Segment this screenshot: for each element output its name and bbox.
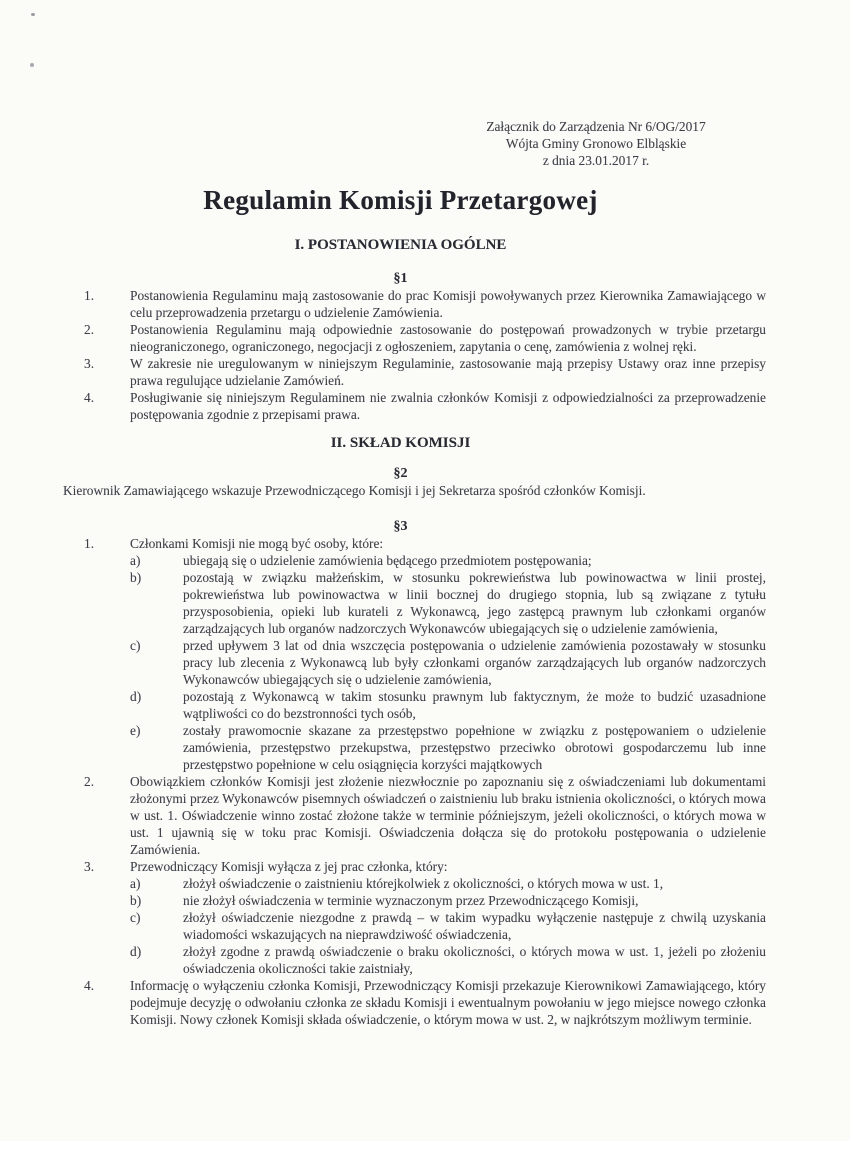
subitem-text: nie złożył oświadczenia w terminie wyznaczonym przez Przewodniczącego Komisji, xyxy=(183,893,639,908)
item-text: Postanowienia Regulaminu mają odpowiednie zastosowanie do postępowań prowadzonych w trybie przetargu nieograniczonego, ograniczonego, negocjacji z ogłoszeniem, zapytania o cenę, zamówienia z wolnej ręki. xyxy=(130,322,766,354)
sub-list-item xyxy=(130,688,766,722)
item-text: W zakresie nie uregulowanym w niniejszym Regulaminie, zastosowanie mają przepisy Ustawy oraz inne przepisy prawa regulujące udzielanie Zamówień. xyxy=(130,356,766,388)
sub-list-item xyxy=(130,722,766,773)
paragraph-2-mark: §2 xyxy=(393,466,408,481)
paragraph-1-list xyxy=(63,287,766,423)
item-text: Obowiązkiem członków Komisji jest złożenie niezwłocznie po zapoznaniu się z oświadczeniami lub dokumentami złożonymi przez Wykonawców pisemnych oświadczeń o zaistnieniu lub braku istnienia okoliczności, o których mowa w ust. 1. Oświadczenie winno zostać złożone także w terminie późniejszym, jeżeli okoliczności, o których mowa w ust. 1 ujawnią się w toku prac Komisji. Oświadczenia dołącza się do protokołu postępowania o udzielenie Zamówienia. xyxy=(130,774,766,857)
item-number: 2. xyxy=(84,774,95,789)
item-number: 2. xyxy=(84,322,95,337)
chapter-2-heading: II. SKŁAD KOMISJI xyxy=(330,435,471,451)
sub-list-item xyxy=(130,875,766,892)
document-title: Regulamin Komisji Przetargowej xyxy=(203,185,598,215)
item-number: 3. xyxy=(84,859,95,874)
attachment-header-line-2: Wójta Gminy Gronowo Elbląskie xyxy=(505,136,687,151)
attachment-header-line-3: z dnia 23.01.2017 r. xyxy=(542,153,650,168)
subitem-letter: b) xyxy=(130,570,142,585)
list-item xyxy=(63,535,766,773)
subitem-text: pozostają w związku małżeńskim, w stosunku pokrewieństwa lub powinowactwa w linii prostej, pokrewieństwa lub powinowactwa w linii bocznej do drugiego stopnia, lub są związane z tytułu przysposobienia, opieki lub kurateli z Wykonawcą, jego zastępcą prawnym lub członkami organów zarządzających lub organów nadzorczych Wykonawców ubiegających się o udzielenie zamówienia, xyxy=(183,570,766,636)
list-item xyxy=(63,355,766,389)
list-item xyxy=(63,321,766,355)
paragraph-1-mark: §1 xyxy=(393,271,408,286)
list-item xyxy=(63,858,766,977)
subitem-text: złożył zgodne z prawdą oświadczenie o braku okoliczności, o których mowa w ust. 1, jeżeli po złożeniu oświadczenia okoliczności takie zaistniały, xyxy=(183,944,766,976)
sub-list-item xyxy=(130,569,766,637)
subitem-text: złożył oświadczenie o zaistnieniu którejkolwiek z okoliczności, o których mowa w ust. 1, xyxy=(183,876,664,891)
list-item xyxy=(63,389,766,423)
subitem-text: pozostają z Wykonawcą w takim stosunku prawnym lub faktycznym, że może to budzić uzasadnione wątpliwości co do bezstronności tych osób, xyxy=(183,689,766,721)
item-number: 4. xyxy=(84,390,95,405)
item-text: Przewodniczący Komisji wyłącza z jej prac członka, który: xyxy=(130,859,448,874)
subitem-text: złożył oświadczenie niezgodne z prawdą – w takim wypadku wyłączenie następuje z chwilą uzyskania wiadomości wskazujących na nieprawdziwość oświadczenia, xyxy=(183,910,766,942)
item-text: Postanowienia Regulaminu mają zastosowanie do prac Komisji powoływanych przez Kierownika Zamawiającego w celu przeprowadzenia przetargu o udzielenie Zamówienia. xyxy=(130,288,766,320)
paragraph-2-text: Kierownik Zamawiającego wskazuje Przewodniczącego Komisji i jej Sekretarza spośród członków Komisji. xyxy=(63,483,646,498)
item-number: 1. xyxy=(84,288,95,303)
item-number: 3. xyxy=(84,356,95,371)
subitem-letter: d) xyxy=(130,689,142,704)
chapter-1-heading: I. POSTANOWIENIA OGÓLNE xyxy=(294,237,507,253)
scan-edge xyxy=(0,1141,850,1169)
item-text: Informację o wyłączeniu członka Komisji, Przewodniczący Komisji przekazuje Kierownikowi Zamawiającego, który podejmuje decyzję o odwołaniu członka ze składu Komisji i ewentualnym powołaniu w jego miejsce nowego członka Komisji. Nowy członek Komisji składa oświadczenie, o którym mowa w ust. 2, w najkrótszym możliwym terminie. xyxy=(130,978,766,1027)
subitem-letter: b) xyxy=(130,893,142,908)
sub-list-item xyxy=(130,637,766,688)
paragraph-3-mark: §3 xyxy=(393,519,408,534)
item-text: Posługiwanie się niniejszym Regulaminem nie zwalnia członków Komisji z odpowiedzialności za przeprowadzenie postępowania zgodnie z przepisami prawa. xyxy=(130,390,766,422)
item-number: 1. xyxy=(84,536,95,551)
subitem-text: zostały prawomocnie skazane za przestępstwo popełnione w związku z postępowaniem o udzielenie zamówienia, przestępstwo przekupstwa, przestępstwo przeciwko obrotowi gospodarczemu lub inne przestępstwo popełnione w celu osiągnięcia korzyści majątkowych xyxy=(183,723,766,772)
item-text: Członkami Komisji nie mogą być osoby, które: xyxy=(130,536,384,551)
document-content xyxy=(63,0,766,1028)
subitem-letter: c) xyxy=(130,638,141,653)
subitem-letter: a) xyxy=(130,553,141,568)
list-item xyxy=(63,287,766,321)
subitem-letter: a) xyxy=(130,876,141,891)
item-number: 4. xyxy=(84,978,95,993)
sub-list-item xyxy=(130,552,766,569)
subitem-letter: d) xyxy=(130,944,142,959)
sub-list-item xyxy=(130,943,766,977)
subitem-letter: e) xyxy=(130,723,141,738)
list-item xyxy=(63,773,766,858)
attachment-header xyxy=(446,118,746,169)
paragraph-3-list xyxy=(63,535,766,1028)
attachment-header-line-1: Załącznik do Zarządzenia Nr 6/OG/2017 xyxy=(486,119,706,134)
subitem-text: przed upływem 3 lat od dnia wszczęcia postępowania o udzielenie zamówienia pozostawały w stosunku pracy lub zlecenia z Wykonawcą lub były członkami organów zarządzających lub organów nadzorczych Wykonawców ubiegających się o udzielenie zamówienia, xyxy=(183,638,766,687)
sub-list-item xyxy=(130,909,766,943)
scan-speck xyxy=(31,13,35,16)
sub-list-item xyxy=(130,892,766,909)
list-item xyxy=(63,977,766,1028)
scan-speck xyxy=(30,63,34,67)
subitem-letter: c) xyxy=(130,910,141,925)
subitem-text: ubiegają się o udzielenie zamówienia będącego przedmiotem postępowania; xyxy=(183,553,592,568)
